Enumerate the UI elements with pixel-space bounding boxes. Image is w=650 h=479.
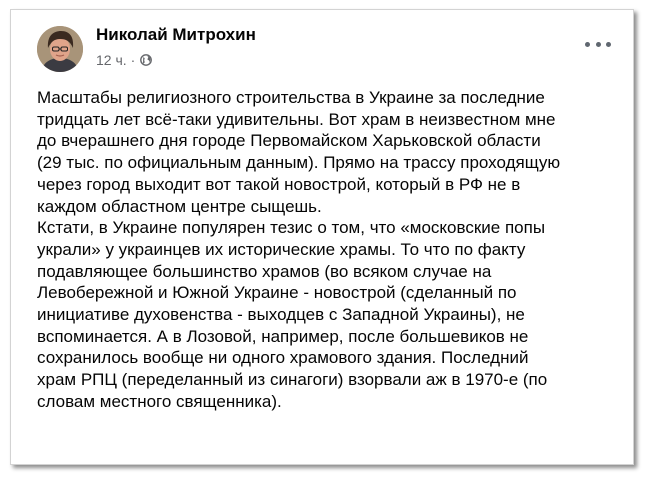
text-line: инициативе духовенства - выходцев с Западной Украины), не [37,305,525,325]
more-options-icon[interactable] [585,36,611,52]
text-line: вспоминается. А в Лозовой, например, после большевиков не [37,326,529,346]
meta-separator: · [130,52,136,68]
post-card [10,9,634,465]
text-line: украли» у украинцев их исторические храмы. То что по факту [37,239,526,259]
text-line: Кстати, в Украине популярен тезис о том, что «московские попы [37,218,546,238]
text-line: подавляющее большинство храмов (во всяком случае на [37,261,492,281]
post-meta [96,52,152,68]
post-timestamp[interactable]: 12 ч. [96,52,127,68]
post-paragraph [37,217,627,412]
post-paragraph [37,87,627,217]
dot [606,42,611,47]
text-line: (29 тыс. по официальным данным). Прямо на трассу проходящую [37,153,561,173]
author-name[interactable]: Николай Митрохин [96,25,256,44]
dot [596,42,601,47]
text-line: тридцать лет всё-таки удивительны. Вот храм в неизвестном мне [37,109,556,129]
text-line: Масштабы религиозного строительства в Украине за последние [37,88,545,107]
dot [585,42,590,47]
text-line: Левобережной и Южной Украине - новострой (сделанный по [37,283,517,303]
avatar[interactable] [37,26,83,72]
text-line: словам местного священника). [37,391,282,411]
text-line: через город выходит вот такой новострой, который в РФ не в [37,174,521,194]
profile-photo [37,26,83,72]
text-line: каждом областном центре сыщешь. [37,196,322,216]
globe-icon[interactable] [140,54,152,66]
post-text [37,87,627,413]
text-line: до вчерашнего дня городе Первомайском Харьковской области [37,131,541,151]
text-line: сохранилось вообще ни одного храмового здания. Последний [37,348,529,368]
text-line: храм РПЦ (переделанный из синагоги) взорвали аж в 1970-е (по [37,370,548,390]
